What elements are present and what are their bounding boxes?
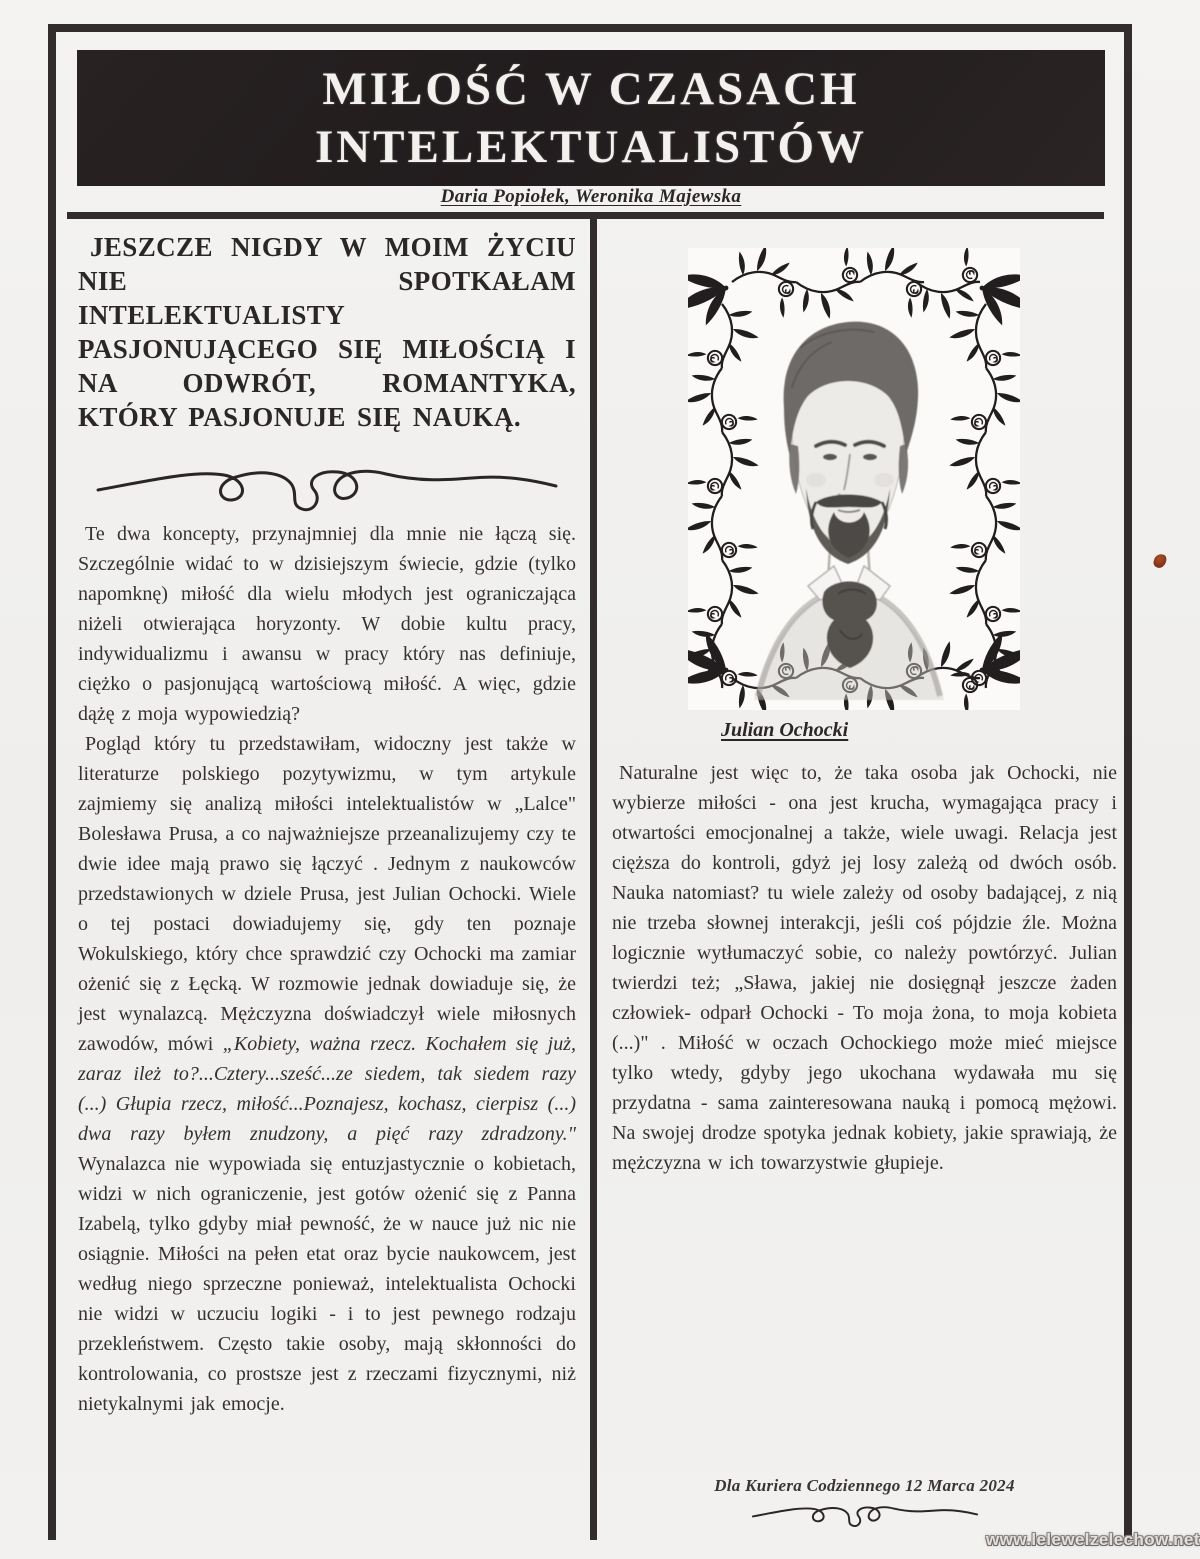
title-banner	[77, 50, 1105, 186]
portrait-frame	[688, 248, 1020, 742]
ochocki-quote: „Kobiety, ważna rzecz. Kochałem się już, zaraz ileż to?...Cztery...sześć...ze siedem, tak siedem razy (...) Głupia rzecz, miłość...Poznajesz, kochasz, cierpisz (...) dwa razy byłem znudzony, a pięć razy zdradzony."	[78, 1033, 577, 1145]
left-column-body	[78, 519, 576, 1419]
page-title-line-2: INTELEKTUALISTÓW	[314, 121, 868, 173]
paragraph-2-outro: Wynalazca nie wypowiada się entuzjastycznie o kobietach, widzi w nich ograniczenie, jest gotów ożenić się z Panna Izabelą, tylko gdyby miał pewność, że w nauce już nic nie osiągnie. Miłości na pełen etat oraz bycie naukowcem, jest według niego sprzeczne ponieważ, intelektualista Ochocki nie widzi w uczuciu logiki - i to jest pewnego rodzaju przekleństwem. Często takie osoby, mają skłonności do kontrolowania, co prostsze jest z rzeczami fizycznymi, niż nietykalnymi jak emocje.	[78, 1153, 576, 1415]
calligraphic-flourish-icon	[92, 450, 562, 512]
article-heading: JESZCZE NIGDY W MOIM ŻYCIU NIE SPOTKAŁAM INTELEKTUALISTY PASJONUJĄCEGO SIĘ MIŁOŚCIĄ I NA ODWRÓT, ROMANTYKA, KTÓRY PASJONUJE SIĘ NAUKĄ.	[78, 232, 576, 432]
left-column	[78, 230, 576, 1419]
credit-line: Dla Kuriera Codziennego 12 Marca 2024	[714, 1476, 1015, 1495]
calligraphic-flourish-icon	[750, 1496, 980, 1528]
watermark: www.lelewelzelechow.net	[986, 1530, 1200, 1549]
flourish-divider-icon	[78, 450, 576, 517]
portrait-of-julian-ochocki	[688, 248, 1020, 710]
left-paragraph-1: Te dwa koncepty, przynajmniej dla mnie nie łączą się. Szczególnie widać to w dzisiejszym świecie, gdzie (tylko napomknę) miłość dla wielu młodych jest ograniczająca niżeli otwierająca horyzonty. W dobie kultu pracy, indywidualizmu i awansu w pracy który nas definiuje, ciężko o pasjonującą wartościową miłość. A więc, gdzie dążę z moja wypowiedzią?	[78, 523, 576, 725]
ink-stain	[1152, 552, 1168, 569]
credit-block	[612, 1476, 1117, 1533]
page-title-line-1: MIŁOŚĆ W CZASACH	[322, 63, 860, 115]
right-column-body	[612, 758, 1117, 1178]
flourish-divider-small-icon	[612, 1496, 1117, 1533]
byline: Daria Popiołek, Weronika Majewska	[440, 186, 742, 207]
right-paragraph-1: Naturalne jest więc to, że taka osoba jak Ochocki, nie wybierze miłości - ona jest krucha, wymagająca pracy i otwartości emocjonalnej a także, wiele uwagi. Relacja jest cięższa do kontroli, gdyż jej losy zależą od dwóch osób. Nauka natomiast? tu wiele zależy od osoby badającej, z nią nie trzeba słownej interakcji, jeśli coś pójdzie źle. Można logicznie wytłumaczyć sobie, co należy powtórzyć. Julian twierdzi też; „Sława, jakiej nie dosięgnął jeszcze żaden człowiek- odparł Ochocki - To moja żona, to moja kobieta (...)" . Miłość w oczach Ochockiego może mieć miejsce tylko wtedy, gdyby jego ukochana wydawała mu się przydatna - sama zainteresowana nauką i pomocą mężowi. Na swojej drodze spotyka jednak kobiety, jakie sprawiają, że mężczyzna w ich towarzystwie głupieje.	[612, 762, 1117, 1174]
column-divider	[590, 219, 597, 1540]
left-paragraph-2	[78, 729, 576, 1419]
portrait-caption: Julian Ochocki	[721, 719, 849, 741]
paragraph-2-intro: Pogląd który tu przedstawiłam, widoczny jest także w literaturze polskiego pozytywizmu, w tym artykule zajmiemy się analizą miłości intelektualistów w „Lalce" Bolesława Prusa, a co najważniejsze przeanalizujemy czy te dwie idee mają prawo się łączyć . Jednym z naukowców przedstawionych w dziele Prusa, jest Julian Ochocki. Wiele o tej postaci dowiadujemy się, gdy ten poznaje Wokulskiego, który chce sprawdzić czy Ochocki ma zamiar ożenić się z Łęcką. W rozmowie jednak dowiaduje się, że jest wynalazcą. Mężczyzna doświadczył wiele miłosnych zawodów, mówi	[78, 733, 576, 1055]
right-column	[612, 248, 1117, 1178]
horizontal-rule	[67, 212, 1104, 219]
